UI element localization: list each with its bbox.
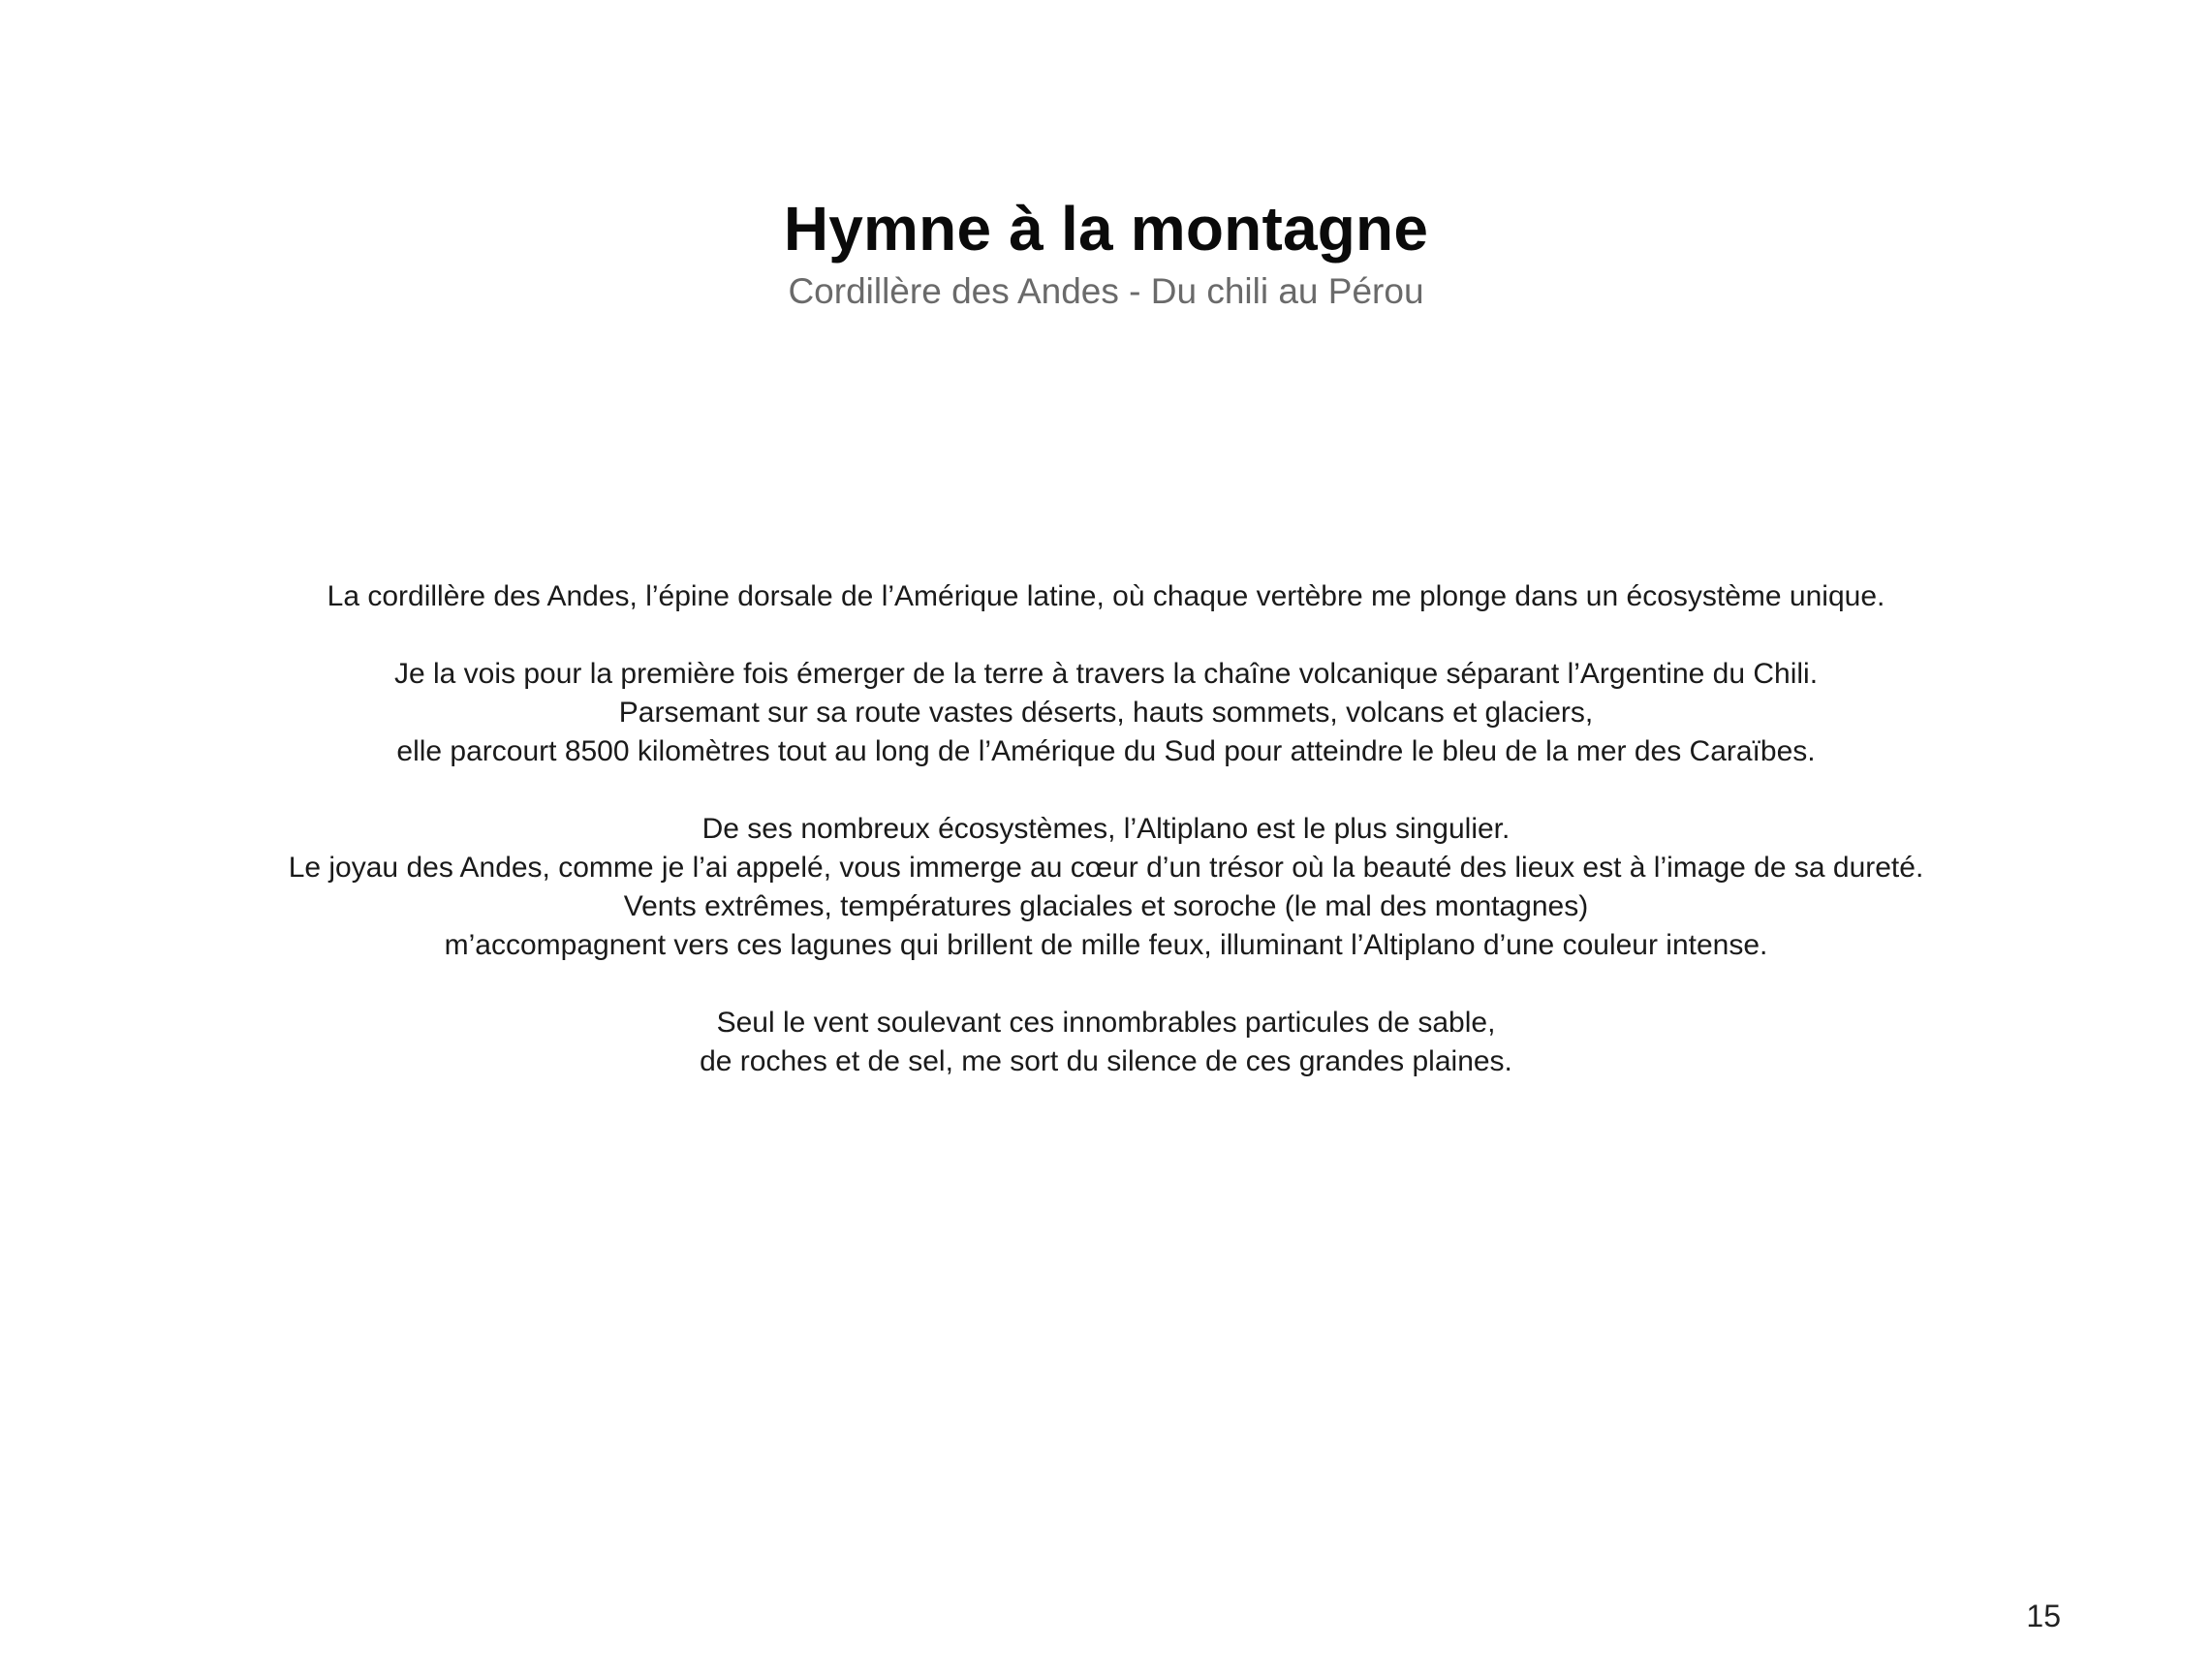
body-text — [0, 577, 2212, 1120]
paragraph — [0, 1004, 2212, 1081]
text-line: Seul le vent soulevant ces innombrables particules de sable, — [716, 1007, 1496, 1039]
page-header — [0, 190, 2212, 316]
text-line: m’accompagnent vers ces lagunes qui brillent de mille feux, illuminant l’Altiplano d’une couleur intense. — [444, 929, 1768, 961]
paragraph — [0, 810, 2212, 965]
text-line: Le joyau des Andes, comme je l’ai appelé, vous immerge au cœur d’un trésor où la beauté des lieux est à l’image de sa dureté. — [288, 852, 1924, 884]
text-line: Parsemant sur sa route vastes déserts, hauts sommets, volcans et glaciers, — [618, 697, 1594, 729]
paragraph — [0, 655, 2212, 771]
page-title: Hymne à la montagne — [783, 194, 1429, 264]
text-line: Je la vois pour la première fois émerger de la terre à travers la chaîne volcanique séparant l’Argentine du Chili. — [393, 658, 1819, 690]
page-subtitle: Cordillère des Andes - Du chili au Pérou — [788, 271, 1424, 311]
text-line: Vents extrêmes, températures glaciales et soroche (le mal des montagnes) — [623, 890, 1589, 922]
text-line: De ses nombreux écosystèmes, l’Altiplano est le plus singulier. — [701, 813, 1511, 845]
text-line: elle parcourt 8500 kilomètres tout au long de l’Amérique du Sud pour atteindre le bleu de la mer des Caraïbes. — [396, 735, 1816, 767]
text-line: de roches et de sel, me sort du silence de ces grandes plaines. — [700, 1045, 1512, 1077]
paragraph — [0, 577, 2212, 616]
text-line: La cordillère des Andes, l’épine dorsale de l’Amérique latine, où chaque vertèbre me plonge dans un écosystème unique. — [327, 580, 1885, 612]
page-number: 15 — [2026, 1599, 2061, 1633]
